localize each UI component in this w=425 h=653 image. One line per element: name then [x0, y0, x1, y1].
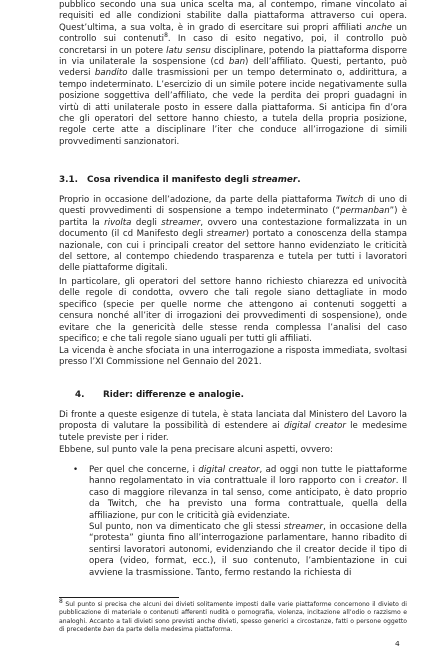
emphasis: ban	[103, 625, 115, 633]
emphasis: streamer	[161, 217, 201, 228]
emphasis: permanban	[340, 206, 390, 217]
section-heading-4	[59, 390, 407, 400]
emphasis: digital creator	[283, 421, 346, 432]
emphasis: bandito	[94, 68, 128, 79]
text-run: . Il caso di maggiore rilevanza in tal senso, come anticipato, è dato proprio da Twitch, che ha previsto una forma contrattuale, quella della affiliazione, pur con le criticità già evidenziate.	[89, 476, 407, 521]
text-run: ”) è partita la	[59, 206, 407, 228]
bullet-icon: •	[73, 465, 79, 475]
footnote	[59, 597, 407, 634]
text-run: ) dell’affiliato. Questi, pertanto, può vedersi	[59, 57, 407, 79]
emphasis: anche	[365, 22, 393, 33]
text-run: , in occasione della “protesta” giunta fino all’interrogazione parlamentare, hanno ribadito di sentirsi lavoratori autonomi, evidenziando che il creator decide il tipo di opera (video, format, ecc.), il suo contenuto, l’ambientazione in cui avviene la trasmissione. Tanto, fermo restando la richiesta di	[89, 522, 408, 578]
section-number: 3.1.	[59, 175, 78, 185]
text-run: , ovvero una contestazione formalizzata in un documento (il cd Manifesto degli	[59, 217, 408, 240]
text-run: ) portato a conoscenza della stampa nazionale, con cui i principali creator del settore hanno evidenziato le criticità del settore, al contempo chiedendo trasparenza e tutela per tutti i lavoratori delle piattaforme digitali.	[59, 229, 407, 274]
text-run: un controllo sui contenuti	[59, 22, 407, 45]
section-heading-3-1	[59, 175, 407, 185]
body-paragraph: In particolare, gli operatori del settore hanno richiesto chiarezza ed univocità delle regole di condotta, ovvero che tali regole siano dettagliate in modo specifico (specie per quelle norme che attengono ai contenuti soggetti a censura nonché all’iter di irrogazioni dei provvedimenti di sospensione), onde evitare che la genericità delle stesse renda complessa l’analisi del caso specifico; e che tali regole siano uguali per tutti gli affiliati.	[59, 277, 407, 345]
emphasis: ban	[228, 57, 246, 68]
text-run: di uno di questi provvedimenti di sospensione a tempo indeterminato (“	[59, 195, 407, 217]
emphasis: latu sensu	[166, 45, 211, 56]
text-run: .	[297, 175, 301, 185]
body-paragraph-intro	[59, 0, 407, 148]
section-number: 4.	[75, 390, 85, 400]
text-run: Di fronte a queste esigenze di tutela, è stata lanciata dal Ministero del Lavoro la proposta di valutare la possibilità di estendere ai	[59, 410, 407, 432]
emphasis: streamer	[206, 229, 246, 240]
text-run: Per quel che concerne, i	[89, 465, 199, 475]
text-run: . In caso di esito negativo, poi, il controllo può concretarsi in un potere	[59, 34, 407, 56]
section-title: Rider: differenze e analogie.	[103, 390, 244, 400]
body-paragraph: La vicenda è anche sfociata in una interrogazione a risposta immediata, svoltasi presso l’XI Commissione nel Gennaio del 2021.	[59, 346, 407, 368]
page-number: 4	[395, 639, 400, 648]
text-run: le medesime tutele previste per i rider.	[59, 421, 408, 443]
body-paragraph	[59, 195, 407, 275]
text-run: Sul punto si precisa che alcuni dei divieti solitamente imposti dalle varie piattaforme concernono il divieto di pubblicazione di materiale o contenuti afferenti nudità o pornografia, violenza, incitazione all’odio o razzismo e analoghi. Accanto a tali divieti sono previsti anche divieti, spesso generici a circostanze, fatti o persone oggetto di precedente	[59, 601, 407, 633]
emphasis: digital creator	[198, 465, 260, 475]
footnote-reference[interactable]: 8	[164, 32, 168, 40]
footnote-separator	[59, 597, 179, 598]
emphasis: creator	[364, 476, 396, 487]
text-run: , ad oggi non tutte le piattaforme hanno regolamentato in via contrattuale il loro rapporto con i	[89, 465, 407, 487]
text-run: da parte della medesima piattaforma.	[114, 625, 233, 633]
text-run: pubblico secondo una sua unica scelta ma, al contempo, rimane vincolato ai requisiti ed alle condizioni stabilite dalla piattaforma attraverso cui opera. Quest’ultima, a sua volta, è in grado di esercitare sui propri affiliati	[59, 0, 407, 33]
bullet-paragraph	[89, 522, 407, 579]
text-run: degli	[131, 217, 162, 228]
text-run: dalle trasmissioni per un tempo determinato o, addirittura, a tempo indeterminato. L’esercizio di un simile potere incide negativamente sulla posizione soggettiva dell’affiliato, che vede la perdita dei propri guadagni in virtù di atti unilaterale posto in essere dalla piattaforma. Si anticipa fin d’ora che gli operatori del settore hanno chiesto, a tutela della propria posizione, regole certe atte a disciplinare l’iter che conduce all’irrogazione di simili provvedimenti sanzionatori.	[59, 68, 407, 147]
emphasis: streamer	[283, 522, 324, 533]
section-title: Cosa rivendica il manifesto degli	[87, 175, 253, 185]
footnote-marker: 8	[59, 597, 63, 605]
emphasis: Twitch	[335, 195, 364, 205]
bullet-content	[89, 465, 407, 579]
body-paragraph: Ebbene, sul punto vale la pena precisare alcuni aspetti, ovvero:	[59, 445, 333, 455]
bullet-paragraph	[89, 465, 407, 522]
text-run: Sul punto, non va dimenticato che gli stessi	[89, 522, 284, 533]
emphasis: streamer	[252, 175, 298, 185]
text-run: Proprio in occasione dell’adozione, da parte della piattaforma	[59, 195, 336, 205]
emphasis: rivolta	[104, 217, 132, 228]
text-run: disciplinare, potendo la piattaforma disporre in via unilaterale la sospensione (cd	[59, 45, 407, 68]
body-paragraph	[59, 410, 407, 444]
